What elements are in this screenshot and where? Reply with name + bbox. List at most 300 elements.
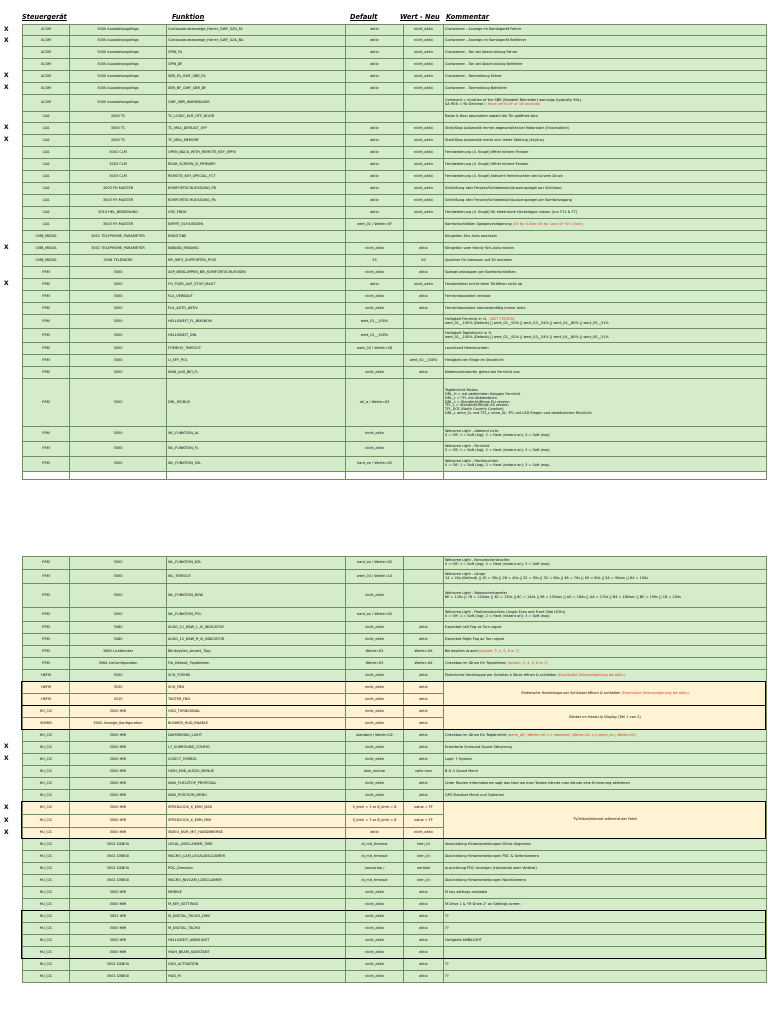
cell-steuergeraet: FRM	[23, 303, 70, 315]
cell-steuergeraet: FRM	[23, 622, 70, 634]
red-note-text: (NOT TESTED)	[489, 316, 515, 321]
cell-default: aktiv	[346, 828, 404, 839]
table-row	[23, 171, 767, 183]
comment-text: Helligkeit Fernlicht in % -	[445, 316, 490, 321]
cell-wert-neu: kein_ld	[404, 839, 444, 851]
cell-steuergeraet: FRM	[23, 315, 70, 329]
cell-wert-neu: wert_02__100%	[404, 355, 444, 367]
cell-parameter-group: 3000 Ausstattungsflags	[70, 59, 167, 71]
table-row	[23, 147, 767, 159]
table-row	[23, 670, 767, 682]
cell-kommentar: Spiegel anklappen per Komfortschließen	[444, 267, 767, 279]
cell-default: nicht_aktiv	[346, 899, 404, 911]
cell-kommentar: Schließung aller Fenster/Schiebedach/Aussenspiegel per Komfortzugang	[444, 195, 767, 207]
cell-default	[346, 231, 404, 243]
cell-steuergeraet: ACSM	[23, 95, 70, 112]
cell-steuergeraet: CAS	[23, 135, 70, 147]
cell-parameter-group: 3000 HMI	[70, 947, 167, 959]
cell-wert-neu: aktiv	[404, 923, 444, 935]
cell-kommentar: Fensterheber bricht beim Türöffnen nicht ab	[444, 279, 767, 291]
cell-kommentar: Gurtwarner - Tonmeldung Beifahrer	[444, 83, 767, 95]
table-row	[23, 570, 767, 584]
cell-parameter-group: 3050	[70, 367, 167, 379]
x-marker: X	[4, 803, 9, 811]
cell-funktion: WL_FUNKTION_KZL	[167, 557, 346, 570]
cell-default: kein_menue	[346, 766, 404, 778]
table-row	[23, 267, 767, 279]
x-marker: X	[4, 280, 9, 287]
cell-funktion: NSW_AUS_BEI_FL	[167, 367, 346, 379]
cell-steuergeraet: HU_CIC	[23, 899, 70, 911]
cell-default: ld_mit_timeout	[346, 839, 404, 851]
cell-default: nicht_aktiv	[346, 911, 404, 923]
cell-default: wert_01__100%	[346, 329, 404, 343]
red-note-text: (Anzahl: 3, 4, 5, 6 or 7)	[507, 660, 548, 665]
table-row	[23, 195, 767, 207]
cell-parameter-group: 3000 HMI	[70, 754, 167, 766]
cell-kommentar: Gurtwarner - Ton bei Abschnallung Fahrer	[444, 47, 767, 59]
cell-steuergeraet: HU_CIC	[23, 851, 70, 863]
cell-parameter-group: 3000 HMI	[70, 802, 167, 815]
cell-wert-neu: aktiv	[404, 303, 444, 315]
cell-steuergeraet: HU_CIC	[23, 815, 70, 828]
cell-default: nicht_aktiv	[346, 718, 404, 730]
cell-wert-neu	[404, 343, 444, 355]
cell-parameter-group: 3000 HMI	[70, 790, 167, 802]
table-row	[23, 584, 767, 608]
cell-steuergeraet: HU_CIC	[23, 863, 70, 875]
table-row	[23, 557, 767, 570]
table-row	[23, 315, 767, 329]
cell-wert-neu: aktiv	[404, 754, 444, 766]
table-row	[23, 442, 767, 457]
cell-kommentar: Fernbedienung (4. Knopf) öffnet hintere Fenster	[444, 147, 767, 159]
cell-steuergeraet: FRM	[23, 442, 70, 457]
table-row	[23, 899, 767, 911]
cell-wert-neu: nicht_aktiv	[404, 135, 444, 147]
cell-steuergeraet: FRM	[23, 608, 70, 622]
cell-kommentar: Fernbedienung (4. Knopf) aktiviert Heimleuchten bei kurzem Druck	[444, 171, 767, 183]
table-row	[23, 923, 767, 935]
cell-default: nicht_aktiv	[346, 670, 404, 682]
red-note-text: (I Have set to 0F or 16 seconds)	[484, 102, 541, 106]
cell-kommentar: Klingelton vom Handy fürs Auto nutzen	[444, 243, 767, 255]
cell-parameter-group: 3050	[70, 343, 167, 355]
cell-wert-neu: aktiv	[404, 790, 444, 802]
cell-kommentar: Welcome Light - Nebelscheinwerfer 6E = 110s || 78 = 120sec || 82 = 130s || 8C = 140s || 96 = 150sec || A0 = 160s || AA = 170s || B4 = 180sec || BE = 190s || C8 = 200s	[444, 584, 767, 608]
table-row	[23, 634, 767, 646]
table-row	[23, 123, 767, 135]
cell-wert-neu: nicht_aktiv	[404, 36, 444, 47]
cell-wert-neu: kein_ld	[404, 851, 444, 863]
table-row	[23, 911, 767, 923]
cell-default: nicht_aktiv	[346, 887, 404, 899]
cell-steuergeraet: FRM	[23, 279, 70, 291]
table-row	[23, 887, 767, 899]
cell-funktion: LEGAL_DISCLAIMER_TIME	[167, 839, 346, 851]
cell-kommentar	[444, 219, 767, 231]
cell-funktion: FH_TUER_AUF_STOP_MAUT	[167, 279, 346, 291]
cell-parameter-group: 3050	[70, 303, 167, 315]
cell-wert-neu: nicht_aktiv	[404, 123, 444, 135]
cell-funktion: WL_FUNKTION_FL	[167, 442, 346, 457]
x-marker: X	[4, 84, 9, 91]
cell-default: nicht_aktiv	[346, 427, 404, 442]
cell-parameter-group: 3050	[70, 267, 167, 279]
cell-kommentar	[444, 646, 767, 658]
cell-funktion: NAVI_FUELSTOP_PROPOSAL	[167, 778, 346, 790]
cell-parameter-group: 3030	[70, 682, 167, 694]
cell-wert-neu	[404, 584, 444, 608]
cell-steuergeraet: HU_CIC	[23, 828, 70, 839]
x-marker: X	[4, 828, 9, 836]
table-row	[23, 367, 767, 379]
table-row	[23, 730, 767, 742]
table-row	[23, 935, 767, 947]
comment-text: Elektrische Heckklappe per Schalter A Säule öffnen & schließen	[445, 672, 558, 677]
x-marker: X	[4, 816, 9, 824]
cell-parameter-group: 3080	[70, 634, 167, 646]
cell-default: wert_03 / Werte=28	[346, 343, 404, 355]
cell-default: 25	[346, 255, 404, 267]
table-row	[23, 279, 767, 291]
cell-default: hard_on / Werte=02	[346, 608, 404, 622]
cell-kommentar: GPS Standort Menü und Optionen	[444, 790, 767, 802]
cell-default	[346, 472, 404, 480]
cell-steuergeraet: ACSM	[23, 47, 70, 59]
cell-funktion: SPEEDLOCK_X_KMH_MAX	[167, 802, 346, 815]
cell-wert-neu: nicht_aktiv	[404, 207, 444, 219]
table-row	[23, 608, 767, 622]
cell-kommentar: Schließung aller Fenster/Schiebedach/Aussenspiegel per Schlüssel	[444, 183, 767, 195]
cell-funktion: LOGIC7_SYMBOL	[167, 754, 346, 766]
cell-funktion: PDC_Direction	[167, 863, 346, 875]
cell-wert-neu: nicht_aktiv	[404, 71, 444, 83]
cell-wert-neu: aktiv	[404, 887, 444, 899]
cell-parameter-group: 3050	[70, 457, 167, 472]
cell-funktion: GPW_FA	[167, 47, 346, 59]
cell-wert-neu: aktiv	[404, 682, 444, 694]
comment-text: Checkbox im iDrive für Tagfahrlicht	[445, 732, 508, 737]
header-wert-neu: Wert - Neu	[400, 13, 440, 21]
cell-wert-neu: 50	[404, 255, 444, 267]
cell-wert-neu: nicht_aktiv	[404, 171, 444, 183]
table-row	[23, 243, 767, 255]
table-row	[23, 25, 767, 36]
comment-text: Blinkzyklen Anzahl	[445, 648, 479, 653]
x-marker: X	[4, 136, 9, 143]
table-row	[23, 343, 767, 355]
cell-parameter-group: 3000 Ausstattungsflags	[70, 36, 167, 47]
cell-wert-neu: aktiv	[404, 267, 444, 279]
table-row	[23, 379, 767, 427]
cell-default: nicht_aktiv	[346, 442, 404, 457]
cell-default: aktiv	[346, 123, 404, 135]
cell-wert-neu: aktiv	[404, 291, 444, 303]
cell-kommentar: Helligkeit AMBILIGHT	[444, 935, 767, 947]
cell-kommentar: Ausrichtung PDC Anzeigen (Horizontal oder Vertikal)	[444, 863, 767, 875]
cell-parameter-group: 3001 DXBOX	[70, 971, 167, 983]
cell-kommentar: Fernbedienung (4. Knopf) öffnet hintere Fenster	[444, 159, 767, 171]
cell-funktion: RINGTONE	[167, 231, 346, 243]
cell-funktion: KOMFORTSCHLIESSUNG_FB	[167, 183, 346, 195]
cell-steuergeraet: HU_CIC	[23, 911, 70, 923]
table-row	[23, 112, 767, 123]
cell-parameter-group: 3050	[70, 355, 167, 367]
cell-steuergeraet: HU_CIC	[23, 887, 70, 899]
cell-parameter-group: 3001 DXBOX	[70, 851, 167, 863]
cell-parameter-group: 3000 TC	[70, 123, 167, 135]
cell-default: nicht_aktiv	[346, 243, 404, 255]
cell-wert-neu	[404, 442, 444, 457]
coding-table-part-1	[22, 24, 767, 480]
cell-wert-neu: value = FF	[404, 802, 444, 815]
cell-funktion: WL_TIMEOUT	[167, 570, 346, 584]
cell-default: nicht_aktiv	[346, 291, 404, 303]
cell-steuergeraet: HU_CIC	[23, 790, 70, 802]
cell-funktion	[167, 472, 346, 480]
cell-parameter-group: 3001 TELEPHONE_PARAMETER	[70, 243, 167, 255]
x-marker: X	[4, 124, 9, 131]
cell-wert-neu: nicht_aktiv	[404, 83, 444, 95]
cell-funktion: Gurtaustandsanzeige_Fahrer_GWF_SZA_FA	[167, 25, 346, 36]
cell-parameter-group: 3000 HMI	[70, 815, 167, 828]
cell-default: Werte=03	[346, 658, 404, 670]
cell-default: nicht_aktiv	[346, 778, 404, 790]
cell-parameter-group: 3000 HMI	[70, 887, 167, 899]
cell-wert-neu: nicht_aktiv	[404, 279, 444, 291]
cell-parameter-group: 3000 HMI	[70, 742, 167, 754]
table-row	[23, 329, 767, 343]
cell-steuergeraet: CAS	[23, 195, 70, 207]
cell-wert-neu: aktiv	[404, 742, 444, 754]
cell-parameter-group: 3050	[70, 315, 167, 329]
red-note-text: (perm_off / Werte=00 >> standard / Werte=02 >> perm_on / Werte=01)	[507, 732, 637, 737]
cell-default: nicht_aktiv	[346, 935, 404, 947]
cell-default: aktiv	[346, 183, 404, 195]
table-row	[23, 219, 767, 231]
cell-funktion: HUD_ACTIVATION	[167, 959, 346, 971]
cell-funktion: WL_FUNKTION_SSL	[167, 457, 346, 472]
cell-parameter-group: 3000 Ausstattungsflags	[70, 83, 167, 95]
merged-comment-text: Blinker im Head-Up Display (Teil 1 von 2)	[569, 714, 641, 719]
comment-text: wert_01__100% (Default) || wert_02__92% || wert_03__54% || wert_04__80% || wert_05__51%	[445, 320, 609, 325]
x-marker: X	[4, 244, 9, 251]
cell-parameter-group: 3002 CLM	[70, 147, 167, 159]
cell-steuergeraet: CAS	[23, 147, 70, 159]
comment-text: Komfortschließen Spiegelverzögerung	[445, 221, 513, 226]
cell-kommentar	[444, 315, 767, 329]
cell-funktion: TC_MSA_DEFAULT_OFF	[167, 123, 346, 135]
comment-text: Comment = duration of the SBR (Seatbelt Reminder) warnings (typically 90s) SA HEX = 90 Decimal	[445, 98, 581, 106]
table-row	[23, 135, 767, 147]
cell-steuergeraet: HU_CIC	[23, 971, 70, 983]
cell-parameter-group: 3080	[70, 622, 167, 634]
cell-funktion: HELLIGKEIT_DRL	[167, 329, 346, 343]
cell-default: nicht_aktiv	[346, 923, 404, 935]
cell-funktion: SCH_FBD	[167, 682, 346, 694]
table-row	[23, 291, 767, 303]
cell-funktion: M_DIGITAL_TACHO	[167, 923, 346, 935]
cell-parameter-group: 3050	[70, 279, 167, 291]
cell-funktion: WL_FUNKTION_NSW	[167, 584, 346, 608]
cell-parameter-group: 3000 TC	[70, 135, 167, 147]
cell-wert-neu: nicht_aktiv	[404, 25, 444, 36]
cell-parameter-group: 3010 HKL_BEDIENUNG	[70, 207, 167, 219]
cell-default: drl_a / Werte=03	[346, 379, 404, 427]
cell-default: aktiv	[346, 171, 404, 183]
x-marker: X	[4, 743, 9, 750]
cell-wert-neu: nicht_aktiv	[404, 195, 444, 207]
cell-steuergeraet: HU_CIC	[23, 730, 70, 742]
cell-kommentar	[444, 95, 767, 112]
cell-parameter-group	[70, 472, 167, 480]
table-row	[23, 183, 767, 195]
table-row	[23, 682, 767, 694]
cell-parameter-group: 3050	[70, 291, 167, 303]
cell-kommentar: Welcome Light - Länge 14 = 20s (Default) || 1E = 30s || 28 = 40s || 32 = 50s || 3C = 60s || 46 = 70s || 50 = 80s || 5A = 90sec || 64 = 100s	[444, 570, 767, 584]
cell-kommentar: Helligkeit der Ringe im Standlicht	[444, 355, 767, 367]
column-header-row	[0, 0, 768, 24]
cell-funktion: Blinkzyklen_Anzahl_Tipp	[167, 646, 346, 658]
cell-parameter-group: 3001 HMI	[70, 911, 167, 923]
cell-parameter-group: 3050	[70, 557, 167, 570]
cell-wert-neu: vertikal	[404, 863, 444, 875]
cell-steuergeraet: HU_CIC	[23, 742, 70, 754]
cell-kommentar: Expected Right Fog as Turn signal	[444, 634, 767, 646]
table-row	[23, 851, 767, 863]
coding-table-part-2	[22, 556, 767, 983]
table-row	[23, 472, 767, 480]
cell-steuergeraet: HU_CIC	[23, 706, 70, 718]
cell-steuergeraet: KOMBI	[23, 718, 70, 730]
cell-default	[346, 95, 404, 112]
cell-parameter-group: 3001 DXBOX	[70, 839, 167, 851]
cell-kommentar: Radio & Navi abschalten sobald die Tür geöffnet wird	[444, 112, 767, 123]
cell-steuergeraet: HU_CIC	[23, 923, 70, 935]
cell-default: 0_kmh = 3 or 8_kmh = 8	[346, 815, 404, 828]
cell-steuergeraet: FRM	[23, 329, 70, 343]
cell-kommentar: Nebelscheinwerfer gehen bei Fernlicht aus	[444, 367, 767, 379]
cell-steuergeraet: FRM	[23, 379, 70, 427]
cell-wert-neu: nicht_aktiv	[404, 159, 444, 171]
cell-wert-neu: Werte=XX	[404, 646, 444, 658]
cell-steuergeraet: FRM	[23, 355, 70, 367]
cell-funktion: HUD_TURNSIGNAL	[167, 706, 346, 718]
cell-wert-neu: aktiv	[404, 622, 444, 634]
cell-funktion: INBAND_RINGING	[167, 243, 346, 255]
table-row	[23, 959, 767, 971]
cell-parameter-group: 3000 Ausstattungsflags	[70, 47, 167, 59]
cell-default: aktiv	[346, 47, 404, 59]
cell-steuergeraet: FRM	[23, 570, 70, 584]
cell-default: wert_01 / Werte=0F	[346, 219, 404, 231]
cell-steuergeraet: FRM	[23, 291, 70, 303]
cell-default: nicht_aktiv	[346, 706, 404, 718]
cell-parameter-group: 3060 Lichtblinker	[70, 646, 167, 658]
cell-kommentar: Klingelton fürs Auto wechseln	[444, 231, 767, 243]
cell-wert-neu: aktiv	[404, 959, 444, 971]
cell-kommentar: Fernlichtassistent verbaut	[444, 291, 767, 303]
cell-steuergeraet: FRM	[23, 646, 70, 658]
cell-funktion: TC_MSA_MEMORY	[167, 135, 346, 147]
table-row	[23, 159, 767, 171]
cell-parameter-group: 3000 HMI	[70, 730, 167, 742]
cell-kommentar: ??	[444, 959, 767, 971]
cell-funktion: SPEEDLOCK_X_KMH_MIN	[167, 815, 346, 828]
cell-funktion: M_DIGITAL_TACHO_DIMI	[167, 911, 346, 923]
cell-funktion: GWF_SBR_WARNDAUER	[167, 95, 346, 112]
cell-wert-neu: aktiv	[404, 947, 444, 959]
cell-funktion: HUD_M	[167, 971, 346, 983]
cell-kommentar: Helligkeit Tagfahrlicht in % wert_01__100% (Default) || wert_02__92% || wert_03__54% || wert_04__80% || wert_05__51%	[444, 329, 767, 343]
cell-parameter-group: 3000 HMI	[70, 766, 167, 778]
cell-parameter-group: 3050	[70, 584, 167, 608]
cell-default: nicht_aktiv	[346, 959, 404, 971]
cell-parameter-group: 3010	[70, 694, 167, 706]
cell-wert-neu: nicht_aktiv	[404, 59, 444, 71]
cell-funktion: DRL_MODUS	[167, 379, 346, 427]
cell-default: aktiv	[346, 195, 404, 207]
cell-funktion: GPW_BF	[167, 59, 346, 71]
red-note-text: (05 for 0.5sec 0A for 1sec 0F for 1.5sec)	[512, 221, 584, 226]
cell-parameter-group: 3000 HMI	[70, 935, 167, 947]
cell-steuergeraet: HU_CIC	[23, 875, 70, 887]
table-row	[23, 231, 767, 243]
cell-wert-neu: aktiv	[404, 730, 444, 742]
cell-parameter-group: 3050	[70, 570, 167, 584]
cell-kommentar: Gurtwarner - Anzeige im Kombigerät Fahrer	[444, 25, 767, 36]
table-row	[23, 83, 767, 95]
cell-steuergeraet: HU_CIC	[23, 754, 70, 766]
cell-parameter-group: 3000 HMI	[70, 899, 167, 911]
cell-wert-neu: Werte=XX	[404, 658, 444, 670]
cell-steuergeraet: HU_CIC	[23, 935, 70, 947]
cell-funktion: MDRIVE	[167, 887, 346, 899]
cell-funktion: HELLIGKEIT_AMBILIGHT	[167, 935, 346, 947]
cell-default: aktiv	[346, 59, 404, 71]
cell-steuergeraet: FRM	[23, 367, 70, 379]
cell-default: nicht_aktiv	[346, 742, 404, 754]
cell-parameter-group: 3001 DXBOX	[70, 875, 167, 887]
cell-steuergeraet: HKFM	[23, 682, 70, 694]
cell-funktion: FLA_VERBAUT	[167, 291, 346, 303]
cell-steuergeraet: CAS	[23, 112, 70, 123]
cell-default: nicht_aktiv	[346, 267, 404, 279]
cell-default: ld_mit_timeout	[346, 851, 404, 863]
cell-kommentar: Start/Stop Automatik merkt sich letzte Stellung (An/Aus)	[444, 135, 767, 147]
cell-kommentar: Speicher für Adressen auf 50 anheben	[444, 255, 767, 267]
cell-steuergeraet: CMB_MEDIA	[23, 243, 70, 255]
cell-parameter-group: 3050	[70, 608, 167, 622]
cell-parameter-group: 3064 LieConfiguration	[70, 658, 167, 670]
header-steuergeraet: Steuergerät	[22, 13, 67, 21]
cell-steuergeraet: ACSM	[23, 59, 70, 71]
cell-wert-neu: aktiv	[404, 367, 444, 379]
cell-funktion: USE_FBDH	[167, 207, 346, 219]
cell-funktion: ASP_BEIKLAPPEN_BEI_KOMFORTSCHLIESSEN	[167, 267, 346, 279]
cell-steuergeraet	[23, 472, 70, 480]
cell-steuergeraet: HU_CIC	[23, 778, 70, 790]
cell-funktion: LI_EFF_POL	[167, 355, 346, 367]
table-row	[23, 95, 767, 112]
table-row	[23, 622, 767, 634]
cell-kommentar: Abschaltung Hinweismeldungen Nachtkamera	[444, 875, 767, 887]
cell-steuergeraet: HU_CIC	[23, 947, 70, 959]
x-marker: X	[4, 25, 9, 33]
cell-steuergeraet: ACSM	[23, 25, 70, 36]
cell-funktion: TASTER_FBD	[167, 694, 346, 706]
